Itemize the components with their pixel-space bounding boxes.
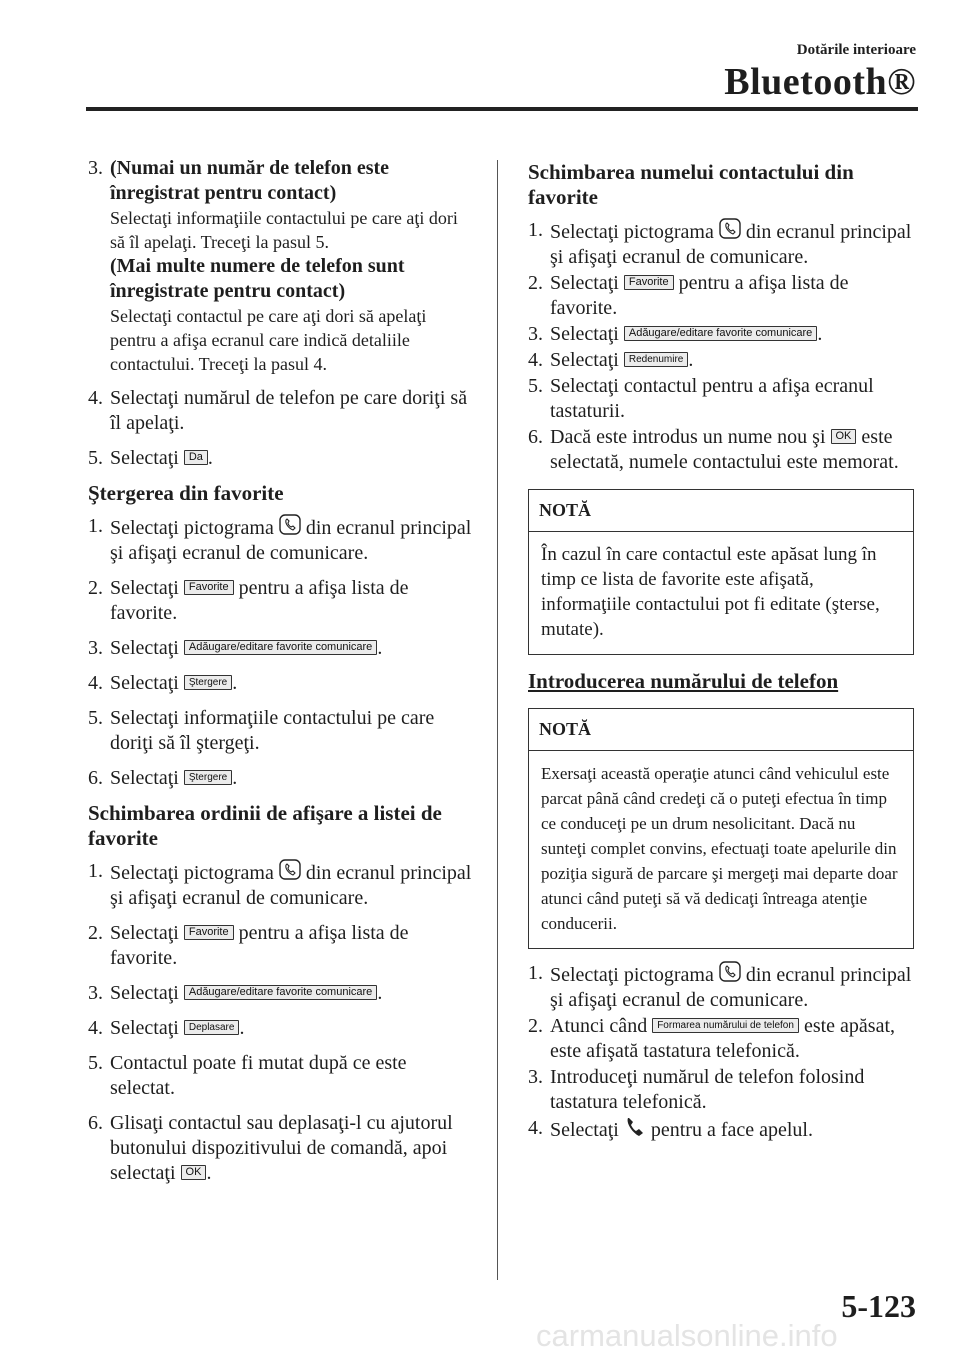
- del-step-4: [88, 671, 474, 696]
- step-text: Selectaţi pictograma: [110, 517, 274, 539]
- step-number: 2.: [528, 1015, 543, 1037]
- order-step-6: [88, 1111, 474, 1186]
- del-step-6: [88, 766, 474, 791]
- del-step-3: [88, 636, 474, 661]
- number-step-1: [528, 961, 914, 1013]
- case-text: Selectaţi contactul pe care aţi dori să apelaţi pentru a afişa ecranul care indică detaliile contactului. Treceţi la pasul 4.: [110, 306, 427, 374]
- step-text: Selectaţi: [110, 1017, 179, 1039]
- step-text: Selectaţi: [110, 982, 179, 1004]
- step-text: Selectaţi: [550, 323, 619, 345]
- step-number: 3.: [528, 323, 543, 345]
- order-step-5: [88, 1051, 474, 1101]
- step-text: pentru a afişa lista de favorite.: [110, 577, 409, 624]
- step-number: 2.: [88, 922, 103, 944]
- step-number: 2.: [88, 577, 103, 599]
- section-heading: Schimbarea ordinii de afişare a listei de favorite: [88, 801, 442, 850]
- move-button[interactable]: Deplasare: [184, 1020, 240, 1035]
- note-title: NOTĂ: [529, 709, 913, 751]
- step-number: 5.: [88, 707, 103, 729]
- step-text: Atunci când: [550, 1015, 648, 1037]
- section-heading: Schimbarea numelui contactului din favorite: [528, 160, 854, 209]
- step-number: 1.: [88, 860, 103, 882]
- step-text: din ecranul principal şi afişaţi ecranul de comunicare.: [550, 221, 912, 268]
- note-box: [528, 708, 914, 949]
- rename-step-3: [528, 322, 914, 347]
- step-number: 3.: [88, 982, 103, 1004]
- rename-button[interactable]: Redenumire: [624, 352, 688, 367]
- step-text: .: [206, 1162, 212, 1184]
- step-text: Dacă este introdus un nume nou şi: [550, 426, 826, 448]
- step-text: Selectaţi pictograma: [550, 221, 714, 243]
- note-text: În cazul în care contactul este apăsat lung în timp ce lista de favorite este afişată, informaţiile contactului pot fi editate (şterse, mutate).: [541, 544, 880, 640]
- note-text: Exersaţi această operaţie atunci când vehiculul este parcat până când credeţi că o puteţi efectua în timp ce conduceţi pe un drum nesolicitant. Dacă nu sunteţi complet convins, efectuaţi toate apelurile din poziţia sigură de parcare şi mergeţi mai departe doar atunci când puteţi să vă dedicaţi întreaga atenţie conducerii.: [541, 764, 898, 933]
- add-edit-favorites-button[interactable]: Adăugare/editare favorite comunicare: [184, 985, 377, 1000]
- right-column: [528, 156, 914, 1144]
- step-number: 5.: [88, 447, 103, 469]
- call-icon[interactable]: [623, 1116, 647, 1138]
- phone-screen-icon[interactable]: [718, 218, 742, 240]
- number-step-3: [528, 1065, 914, 1115]
- step-text: Selectaţi: [110, 672, 179, 694]
- rename-step-5: [528, 374, 914, 424]
- step-number: 6.: [528, 426, 543, 448]
- step-text: Selectaţi pictograma: [550, 964, 714, 986]
- step-text: .: [377, 637, 383, 659]
- step-number: 4.: [528, 349, 543, 371]
- step-text: Selectaţi informaţiile contactului pe care doriţi să îl ştergeţi.: [110, 707, 435, 754]
- step-text: din ecranul principal şi afişaţi ecranul de comunicare.: [110, 862, 472, 909]
- step-text: .: [377, 982, 383, 1004]
- rename-step-6: [528, 425, 914, 475]
- rename-step-2: [528, 271, 914, 321]
- step-number: 1.: [528, 219, 543, 241]
- rename-step-4: [528, 348, 914, 373]
- number-step-4: [528, 1116, 914, 1143]
- step-text: Selectaţi: [110, 767, 179, 789]
- step-text: pentru a face apelul.: [650, 1119, 813, 1141]
- favorite-button[interactable]: Favorite: [184, 580, 234, 595]
- order-step-2: [88, 921, 474, 971]
- note-box: [528, 489, 914, 655]
- phone-screen-icon[interactable]: [278, 514, 302, 536]
- step-text: pentru a afişa lista de favorite.: [550, 272, 849, 319]
- page-title: Bluetooth®: [724, 61, 916, 103]
- step-number: 4.: [88, 387, 103, 409]
- step-number: 2.: [528, 272, 543, 294]
- phone-screen-icon[interactable]: [278, 859, 302, 881]
- step-number: 3.: [88, 637, 103, 659]
- step-text: Selectaţi contactul pentru a afişa ecranul tastaturii.: [550, 375, 874, 422]
- step-text: .: [239, 1017, 245, 1039]
- section-heading: Introducerea numărului de telefon: [528, 669, 839, 693]
- rename-step-1: [528, 218, 914, 270]
- add-edit-favorites-button[interactable]: Adăugare/editare favorite comunicare: [624, 326, 817, 341]
- step-text: din ecranul principal şi afişaţi ecranul de comunicare.: [550, 964, 912, 1011]
- add-edit-favorites-button[interactable]: Adăugare/editare favorite comunicare: [184, 640, 377, 655]
- note-title: NOTĂ: [529, 490, 913, 532]
- section-label: Dotările interioare: [796, 42, 916, 58]
- step-text: Introduceţi numărul de telefon folosind tastatura telefonică.: [550, 1066, 865, 1113]
- case-text: Selectaţi informaţiile contactului pe care aţi dori să îl apelaţi. Treceţi la pasul 5.: [110, 208, 458, 252]
- ok-button[interactable]: OK: [181, 1165, 207, 1180]
- step-text: din ecranul principal şi afişaţi ecranul de comunicare.: [110, 517, 472, 564]
- step-text: este selectată, numele contactului este memorat.: [550, 426, 899, 473]
- step-4: [88, 386, 474, 436]
- step-text: Selectaţi: [550, 349, 619, 371]
- section-heading: Ştergerea din favorite: [88, 481, 284, 505]
- step-text: Selectaţi: [550, 1119, 619, 1141]
- favorite-button[interactable]: Favorite: [184, 925, 234, 940]
- del-step-1: [88, 514, 474, 566]
- delete-button[interactable]: Ştergere: [184, 675, 232, 690]
- step-text: Selectaţi: [110, 447, 179, 469]
- step-number: 6.: [88, 1112, 103, 1134]
- step-5: [88, 446, 474, 471]
- favorite-button[interactable]: Favorite: [624, 275, 674, 290]
- delete-button[interactable]: Ştergere: [184, 770, 232, 785]
- footer-watermark: carmanualsonline.info: [536, 1318, 838, 1353]
- step-text: Selectaţi: [550, 272, 619, 294]
- step-text: Glisaţi contactul sau deplasaţi-l cu ajutorul butonului dispozitivului de comandă, apoi selectaţi: [110, 1112, 453, 1184]
- order-step-1: [88, 859, 474, 911]
- del-step-2: [88, 576, 474, 626]
- step-3: [88, 156, 474, 376]
- step-text: .: [232, 672, 238, 694]
- step-text: pentru a afişa lista de favorite.: [110, 922, 409, 969]
- step-number: 4.: [88, 672, 103, 694]
- order-step-4: [88, 1016, 474, 1041]
- number-step-2: [528, 1014, 914, 1064]
- step-text: .: [232, 767, 238, 789]
- step-text: .: [207, 447, 213, 469]
- order-step-3: [88, 981, 474, 1006]
- step-text: Selectaţi: [110, 637, 179, 659]
- step-number: 5.: [88, 1052, 103, 1074]
- step-number: 4.: [88, 1017, 103, 1039]
- case-title: (Numai un număr de telefon este înregistrat pentru contact): [110, 157, 390, 204]
- step-number: 6.: [88, 767, 103, 789]
- step-text: Contactul poate fi mutat după ce este selectat.: [110, 1052, 407, 1099]
- del-step-5: [88, 706, 474, 756]
- phone-screen-icon[interactable]: [718, 961, 742, 983]
- da-button[interactable]: Da: [184, 450, 208, 465]
- dial-number-button[interactable]: Formarea numărului de telefon: [652, 1018, 799, 1033]
- page-number: 5-123: [841, 1288, 916, 1324]
- step-number: 3.: [528, 1066, 543, 1088]
- step-text: Selectaţi: [110, 577, 179, 599]
- step-number: 1.: [528, 962, 543, 984]
- column-divider: [497, 160, 498, 1280]
- step-number: 4.: [528, 1117, 543, 1139]
- step-text: Selectaţi: [110, 922, 179, 944]
- step-text: Selectaţi numărul de telefon pe care doriţi să îl apelaţi.: [110, 387, 468, 434]
- step-number: 3.: [88, 157, 103, 179]
- step-text: Selectaţi pictograma: [110, 862, 274, 884]
- left-column: [88, 156, 474, 1196]
- header-divider: [86, 107, 918, 111]
- case-title: (Mai multe numere de telefon sunt înregistrate pentru contact): [110, 255, 405, 302]
- step-text: .: [817, 323, 823, 345]
- step-text: este apăsat, este afişată tastatura telefonică.: [550, 1015, 896, 1062]
- step-text: .: [688, 349, 694, 371]
- step-number: 1.: [88, 515, 103, 537]
- step-number: 5.: [528, 375, 543, 397]
- ok-button[interactable]: OK: [831, 429, 857, 444]
